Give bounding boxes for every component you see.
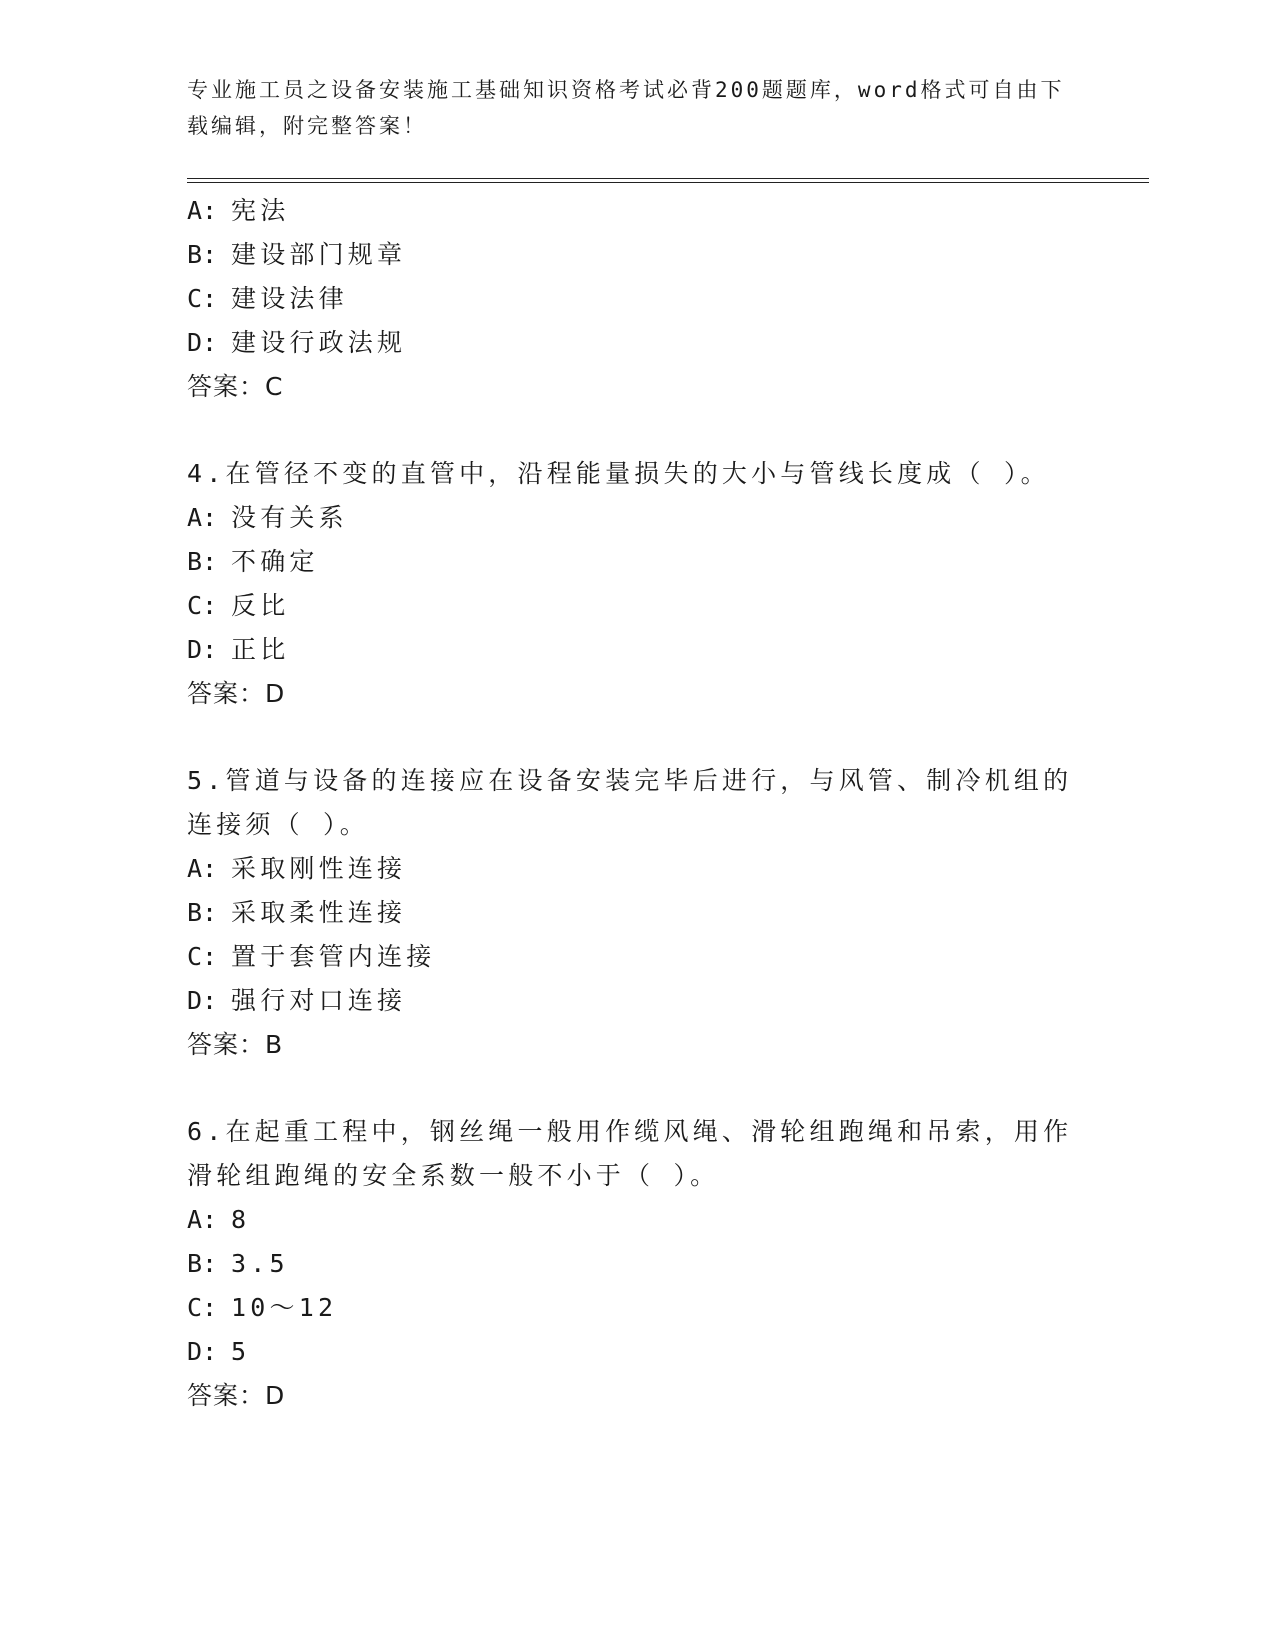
option-text: 没有关系 (231, 503, 348, 532)
option-d (187, 635, 289, 665)
option-c (187, 942, 435, 972)
option-label: D: (187, 986, 218, 1015)
option-text: 正比 (231, 635, 290, 664)
header-rule-top (187, 178, 1149, 179)
option-text: 强行对口连接 (231, 986, 407, 1015)
option-a (187, 1205, 250, 1235)
option-label: C: (187, 942, 218, 971)
answer-line: 答案：C (187, 372, 284, 401)
option-text: 5 (231, 1337, 251, 1366)
option-label: B: (187, 547, 218, 576)
option-a (187, 854, 406, 884)
answer-line: 答案：D (187, 1381, 286, 1410)
option-text: 建设行政法规 (231, 328, 407, 357)
question-stem: 滑轮组跑绳的安全系数一般不小于（ ）。 (187, 1161, 720, 1190)
document-header: 专业施工员之设备安装施工基础知识资格考试必背200题题库，word格式可自由下载编辑，附完整答案！ (187, 78, 1065, 138)
option-text: 反比 (231, 591, 290, 620)
option-d (187, 328, 406, 358)
option-label: B: (187, 240, 218, 269)
option-label: A: (187, 854, 218, 883)
option-text: 置于套管内连接 (231, 942, 436, 971)
option-b (187, 240, 406, 270)
option-text: 采取柔性连接 (231, 898, 407, 927)
option-text: 采取刚性连接 (231, 854, 407, 883)
option-text: 3.5 (231, 1249, 289, 1278)
option-label: C: (187, 591, 218, 620)
option-d (187, 986, 406, 1016)
option-c (187, 1293, 337, 1323)
option-a (187, 196, 289, 226)
option-text: 8 (231, 1205, 251, 1234)
option-label: C: (187, 1293, 218, 1322)
question-stem: 6.在起重工程中，钢丝绳一般用作缆风绳、滑轮组跑绳和吊索，用作 (187, 1117, 1073, 1146)
option-text: 建设法律 (231, 284, 348, 313)
option-label: D: (187, 1337, 218, 1366)
option-text: 宪法 (231, 196, 290, 225)
question-stem: 4.在管径不变的直管中，沿程能量损失的大小与管线长度成（ ）。 (187, 459, 1050, 488)
answer-line: 答案：B (187, 1030, 284, 1059)
option-d (187, 1337, 250, 1367)
option-label: D: (187, 635, 218, 664)
option-b (187, 898, 406, 928)
option-label: A: (187, 503, 218, 532)
option-text: 不确定 (231, 547, 319, 576)
option-text: 10～12 (231, 1293, 338, 1322)
header-rule-bottom (187, 182, 1149, 183)
option-label: A: (187, 196, 218, 225)
option-a (187, 503, 348, 533)
option-c (187, 591, 289, 621)
option-label: B: (187, 898, 218, 927)
option-c (187, 284, 348, 314)
option-text: 建设部门规章 (231, 240, 407, 269)
question-stem: 连接须（ ）。 (187, 810, 369, 839)
option-label: B: (187, 1249, 218, 1278)
question-stem: 5.管道与设备的连接应在设备安装完毕后进行，与风管、制冷机组的 (187, 766, 1073, 795)
option-label: C: (187, 284, 218, 313)
option-b (187, 547, 319, 577)
option-label: A: (187, 1205, 218, 1234)
option-label: D: (187, 328, 218, 357)
answer-line: 答案：D (187, 679, 286, 708)
option-b (187, 1249, 289, 1279)
